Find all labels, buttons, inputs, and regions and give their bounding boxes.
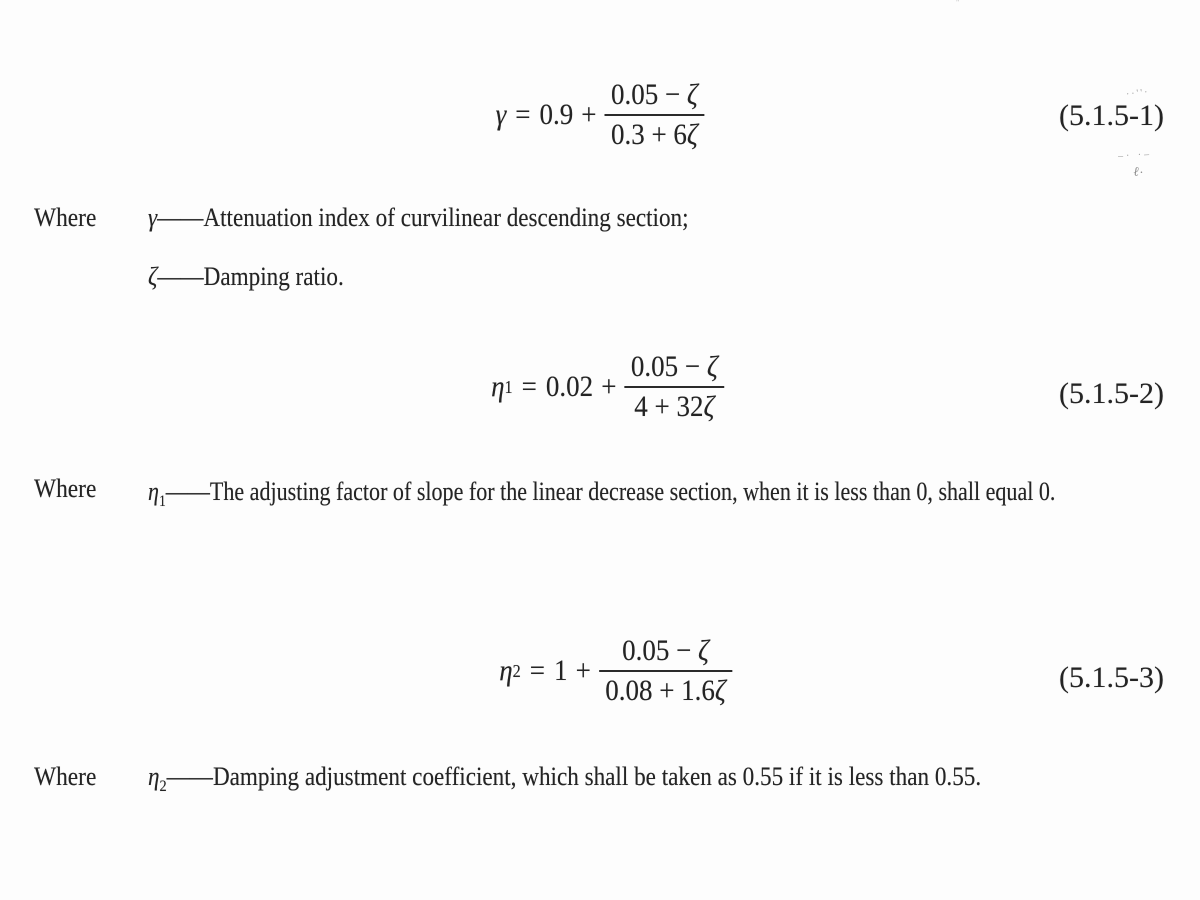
definition-text: The adjusting factor of slope for the linear decrease section, when it is less than 0, shall equal 0. [209,477,1056,506]
numerator-text: 0.05 − [621,634,698,667]
equation-number-1: (5.1.5-1) [1059,99,1164,132]
fraction [598,634,731,708]
plus-sign: + [581,98,597,131]
denominator-variable: ζ [714,674,726,707]
fraction [624,350,724,424]
definition-text: Damping ratio. [203,262,344,291]
symbol: η [148,477,159,506]
scan-artifact: ··''· [1125,86,1151,101]
where-label: Where [34,762,97,791]
where-block-3 [0,472,1200,512]
dash: —— [157,203,204,232]
where-block-4 [0,760,1200,794]
plus-sign: + [600,370,617,403]
where-label: Where [34,203,97,232]
dash: —— [165,477,210,506]
symbol-subscript: 2 [159,778,167,796]
denominator-text: 4 + 32 [633,390,704,423]
plus-sign: + [575,654,591,687]
denominator-text: 0.3 + 6 [611,118,688,151]
definition-line [148,260,1084,294]
equation-block-1 [0,78,1200,152]
equation-3: η 2 = 1 + $\frac{0.05 - \zeta}{0.08 + 1.6\zeta}$ [499,634,732,708]
where-block-1 [0,201,1200,235]
lhs-variable: η [490,370,505,403]
lhs-variable: η [498,654,513,687]
equals-sign: = [521,370,537,403]
equation-number-2: (5.1.5-2) [1059,377,1164,410]
definition-line [148,760,1084,794]
dash: —— [157,262,204,291]
equation-1 [496,78,705,152]
fraction-denominator [605,116,705,152]
fraction-numerator [605,78,705,114]
symbol: γ [148,203,158,232]
fraction [605,78,705,152]
equation-2: η 1 = 0.02 + $\frac{0.05 - \zeta}{4 + 32\zeta}$ [491,350,724,424]
constant-term: 0.02 [545,370,593,403]
equals-sign: = [515,98,531,131]
scan-artifact: ℓ· [1131,163,1145,180]
numerator-text: 0.05 − [611,78,688,111]
definition-line [148,201,1084,235]
denominator-variable: ζ [703,390,714,423]
equation-number-3: (5.1.5-3) [1059,661,1164,694]
numerator-variable: ζ [706,350,718,383]
denominator-text: 0.08 + 1.6 [604,674,715,707]
equation-block-2 [0,350,1200,424]
scan-artifact: '' [956,0,960,9]
numerator-variable: ζ [697,634,709,667]
lhs-variable: γ [495,98,507,131]
denominator-variable: ζ [687,118,698,151]
scan-artifact: –· ·– [1117,148,1153,163]
where-block-2 [0,260,1200,294]
fraction-denominator [628,388,721,424]
numerator-variable: ζ [687,78,698,111]
symbol: η [148,762,160,791]
definition-text: Attenuation index of curvilinear descending section; [203,203,689,232]
definition-line [148,472,1200,512]
fraction-numerator [624,350,724,386]
constant-term: 1 [553,654,568,687]
symbol: ζ [148,262,158,291]
numerator-text: 0.05 − [630,350,707,383]
fraction-numerator [615,634,715,670]
equals-sign: = [529,654,545,687]
constant-term: 0.9 [539,98,574,131]
where-label: Where [34,474,97,503]
symbol-subscript: 1 [158,493,166,511]
definition-text: Damping adjustment coefficient, which shall be taken as 0.55 if it is less than 0.55. [212,762,982,791]
fraction-denominator [598,672,731,708]
dash: —— [166,762,213,791]
equation-block-3 [0,634,1200,708]
